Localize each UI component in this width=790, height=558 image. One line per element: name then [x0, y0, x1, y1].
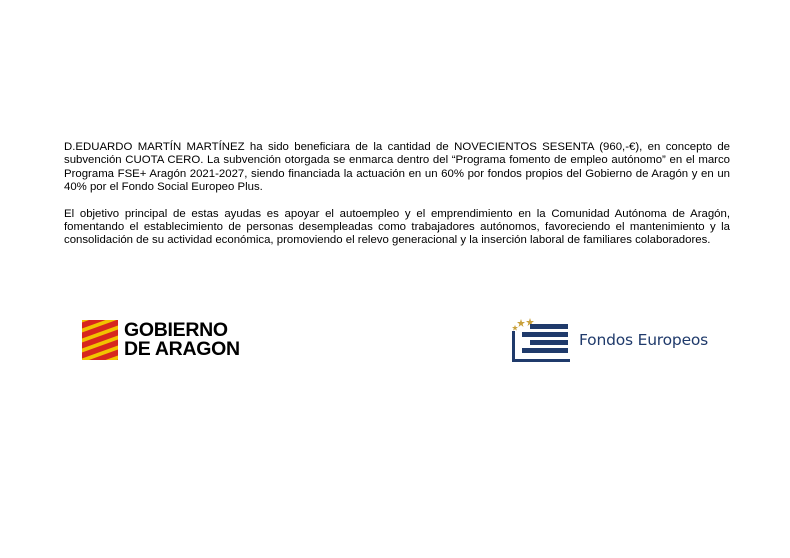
paragraph-grant-details: D.EDUARDO MARTÍN MARTÍNEZ ha sido beneficiara de la cantidad de NOVECIENTOS SESENTA (960,-€), en concepto de subvención CUOTA CERO. La subvención otorgada se enmarca dentro del “Programa fomento de empleo autónomo” en el marco Programa FSE+ Aragón 2021-2027, siendo financiada la actuación en un 60% por fondos propios del Gobierno de Aragón y en un 40% por el Fondo Social Europeo Plus.: [64, 141, 730, 194]
aragon-flag-icon: [82, 320, 118, 360]
aragon-wordmark: [124, 321, 240, 359]
aragon-wordmark-line-2: DE ARAGON: [124, 338, 240, 360]
aragon-wordmark-line-1: GOBIERNO: [124, 319, 228, 341]
paragraph-objective: El objetivo principal de estas ayudas es apoyar el autoempleo y el emprendimiento en la Comunidad Autónoma de Aragón, fomentando el establecimiento de personas desempleadas como trabajadores autónomos, favoreciendo el mantenimiento y la consolidación de su actividad económica, promoviendo el relevo generacional y la inserción laboral de familiares colaboradores.: [64, 207, 730, 247]
document-body: [64, 141, 730, 261]
gobierno-de-aragon-logo: [82, 318, 240, 362]
fondos-europeos-mark-icon: [510, 316, 572, 364]
fondos-europeos-logo: [510, 316, 708, 364]
fondos-europeos-label: Fondos Europeos: [579, 331, 709, 349]
